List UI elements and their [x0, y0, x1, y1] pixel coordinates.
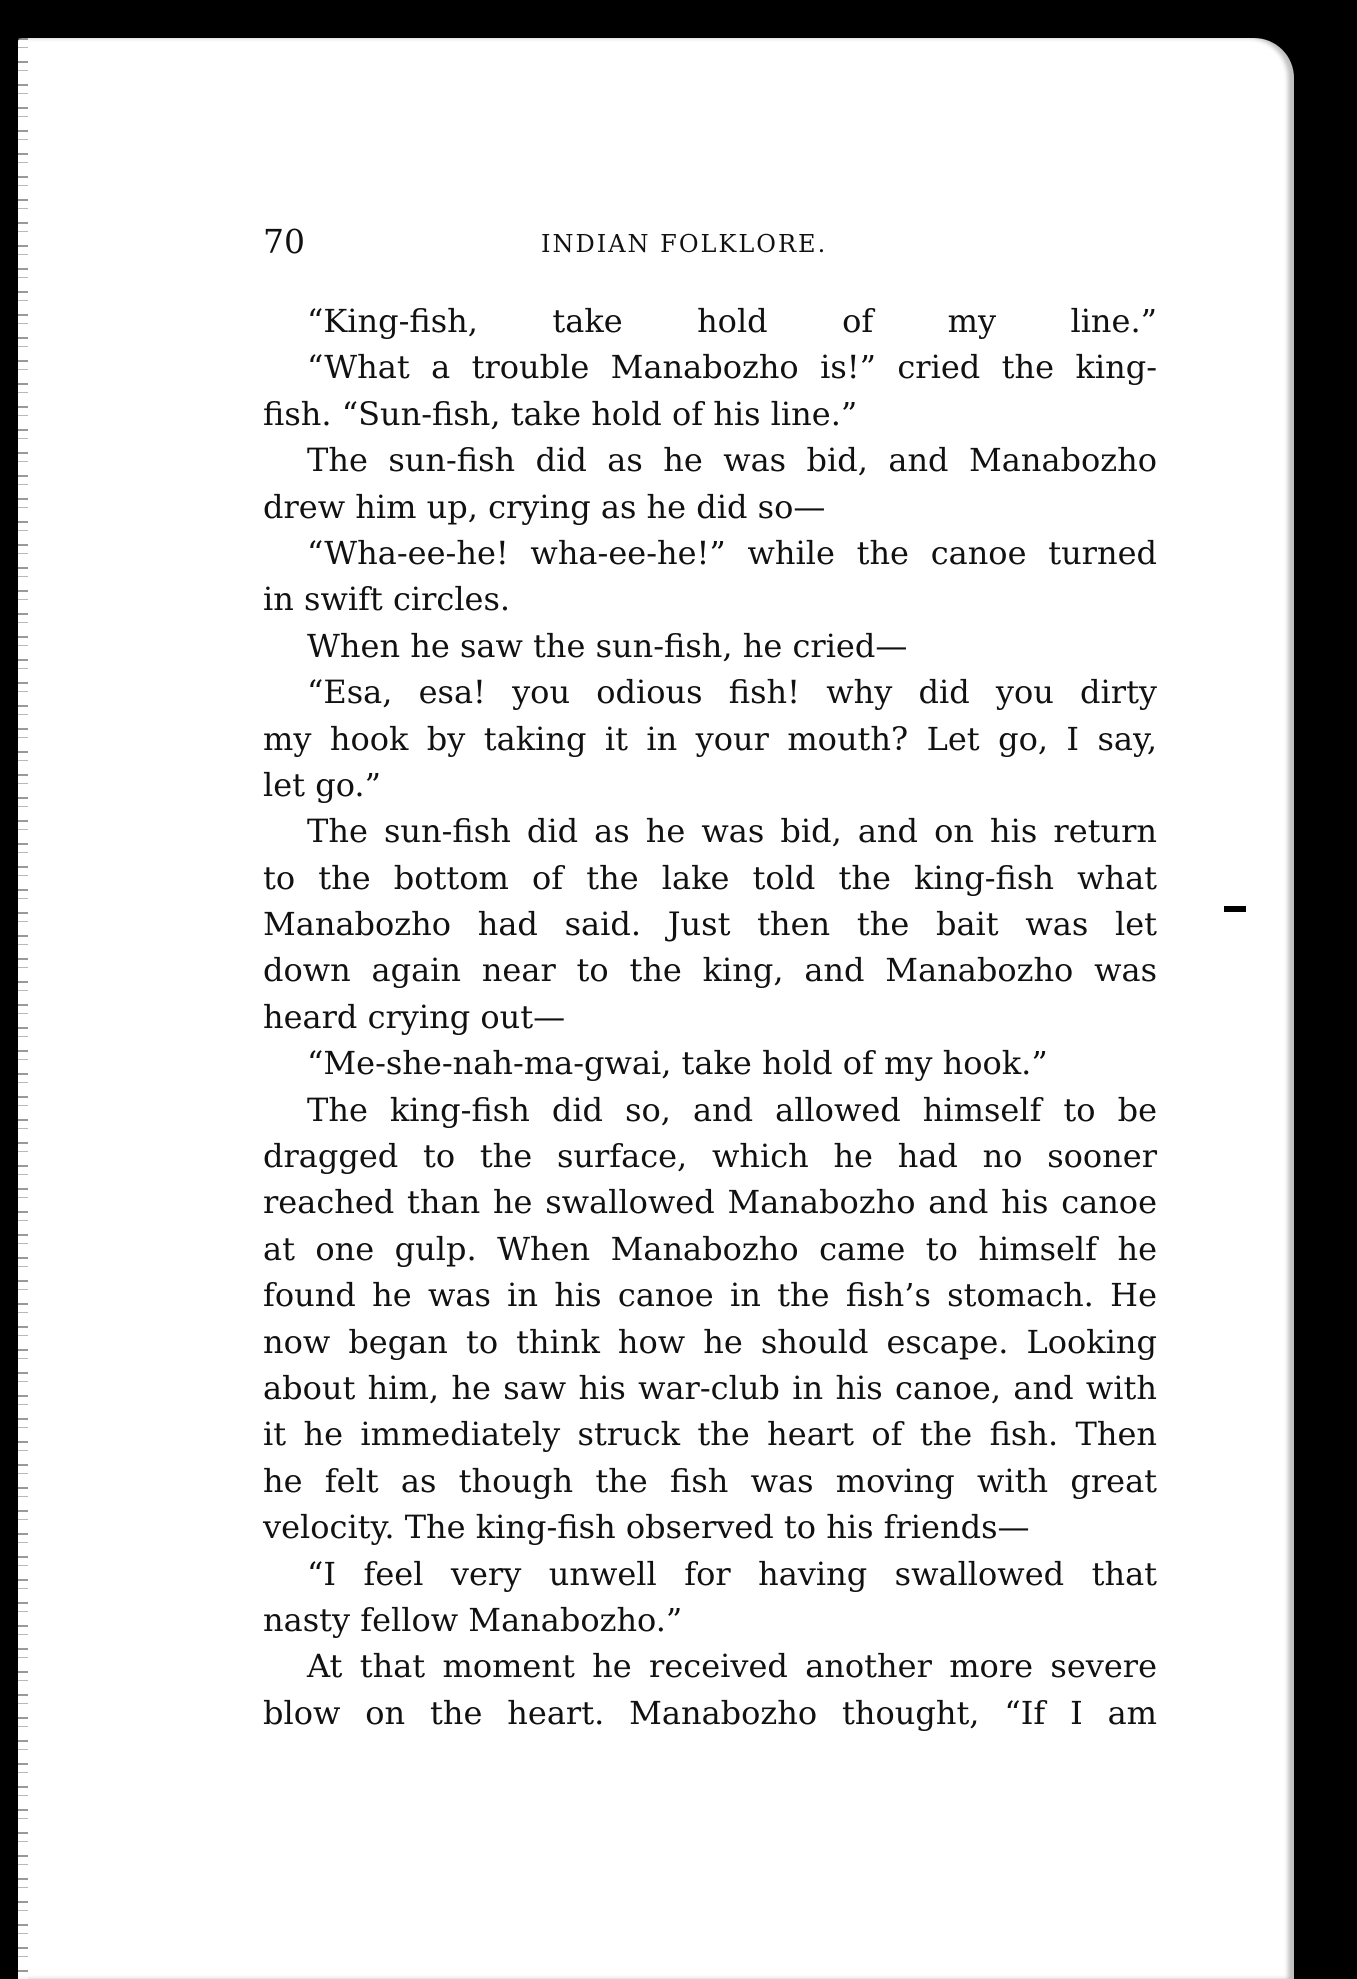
running-head: INDIAN FOLKLORE.: [541, 230, 828, 258]
text-line: he felt as though the fish was moving with great: [263, 1461, 1157, 1500]
text-line: reached than he swallowed Manabozho and his canoe: [263, 1183, 1157, 1222]
body-text: [263, 298, 1157, 1736]
text-line: “I feel very unwell for having swallowed that: [307, 1554, 1157, 1593]
text-line: velocity. The king-fish observed to his friends—: [263, 1508, 1030, 1547]
text-line: about him, he saw his war-club in his canoe, and with: [263, 1368, 1157, 1407]
text-line: drew him up, crying as he did so—: [263, 487, 826, 526]
text-line: “What a trouble Manabozho is!” cried the king-: [307, 348, 1157, 387]
text-line: let go.”: [263, 765, 381, 804]
text-line: found he was in his canoe in the fish’s stomach. He: [263, 1276, 1157, 1315]
page-number: 70: [263, 222, 305, 261]
text-line: The king-fish did so, and allowed himself to be: [307, 1090, 1157, 1129]
text-line: at one gulp. When Manabozho came to himself he: [263, 1229, 1157, 1268]
text-line: down again near to the king, and Manabozho was: [263, 951, 1157, 990]
text-line: fish. “Sun-fish, take hold of his line.”: [263, 394, 858, 433]
text-line: “Wha-ee-he! wha-ee-he!” while the canoe turned: [307, 533, 1157, 572]
text-line: dragged to the surface, which he had no sooner: [263, 1137, 1157, 1176]
text-line: The sun-fish did as he was bid, and Manabozho: [307, 441, 1157, 480]
text-line: to the bottom of the lake told the king-fish what: [263, 858, 1157, 897]
text-line: Manabozho had said. Just then the bait was let: [263, 905, 1157, 944]
margin-mark: [1224, 906, 1246, 912]
text-line: heard crying out—: [263, 997, 566, 1036]
page-edge-speckle: [18, 38, 28, 1979]
text-line: it he immediately struck the heart of the fish. Then: [263, 1415, 1157, 1454]
page-header: [263, 222, 1163, 262]
text-line: blow on the heart. Manabozho thought, “If I am: [263, 1693, 1157, 1732]
text-line: now began to think how he should escape. Looking: [263, 1322, 1157, 1361]
text-line: in swift circles.: [263, 580, 511, 619]
text-line: “King-fish, take hold of my line.”: [307, 302, 1157, 340]
text-line: At that moment he received another more severe: [307, 1647, 1157, 1686]
text-line: When he saw the sun-fish, he cried—: [307, 626, 908, 665]
text-line: The sun-fish did as he was bid, and on his return: [307, 812, 1157, 851]
text-line: “Esa, esa! you odious fish! why did you dirty: [307, 673, 1157, 712]
text-line: “Me-she-nah-ma-gwai, take hold of my hook.”: [307, 1044, 1048, 1083]
text-line: my hook by taking it in your mouth? Let go, I say,: [263, 719, 1157, 758]
text-line: nasty fellow Manabozho.”: [263, 1600, 683, 1639]
